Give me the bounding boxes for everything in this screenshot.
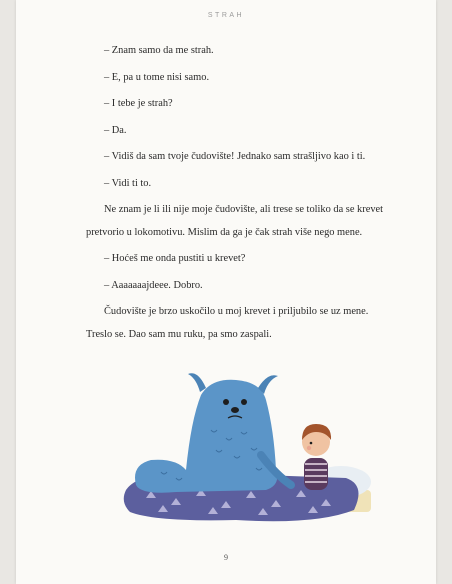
paragraph-6: – Vidi ti to. [104, 177, 152, 189]
page-number: 9 [224, 553, 228, 562]
book-page [16, 0, 436, 584]
monster [135, 373, 291, 492]
monster-and-boy-illustration [116, 360, 376, 530]
paragraph-2: – E, pa u tome nisi samo. [104, 71, 210, 83]
paragraph-3: – I tebe je strah? [104, 98, 173, 109]
paragraph-10: Čudovište je brzo uskočilo u moj krevet i priljubilo se uz mene. Treslo se. Dao sam mu ruku, pa smo zaspali. [86, 306, 369, 340]
paragraph-7: Ne znam je li ili nije moje čudovište, ali trese se toliko da se krevet pretvorio u lokomotivu. Mislim da ga je čak strah više nego mene. [86, 204, 384, 238]
paragraph-1: – Znam samo da me strah. [104, 45, 214, 56]
story-text [86, 40, 386, 350]
paragraph-8: – Hoćeš me onda pustiti u krevet? [104, 253, 246, 264]
boy [302, 424, 331, 490]
running-head: STRAH [207, 12, 245, 19]
paragraph-5: – Vidiš da sam tvoje čudovište! Jednako sam strašljivo kao i ti. [104, 151, 366, 162]
paragraph-9: – Aaaaaaajdeee. Dobro. [104, 279, 203, 291]
paragraph-4: – Da. [104, 124, 127, 136]
